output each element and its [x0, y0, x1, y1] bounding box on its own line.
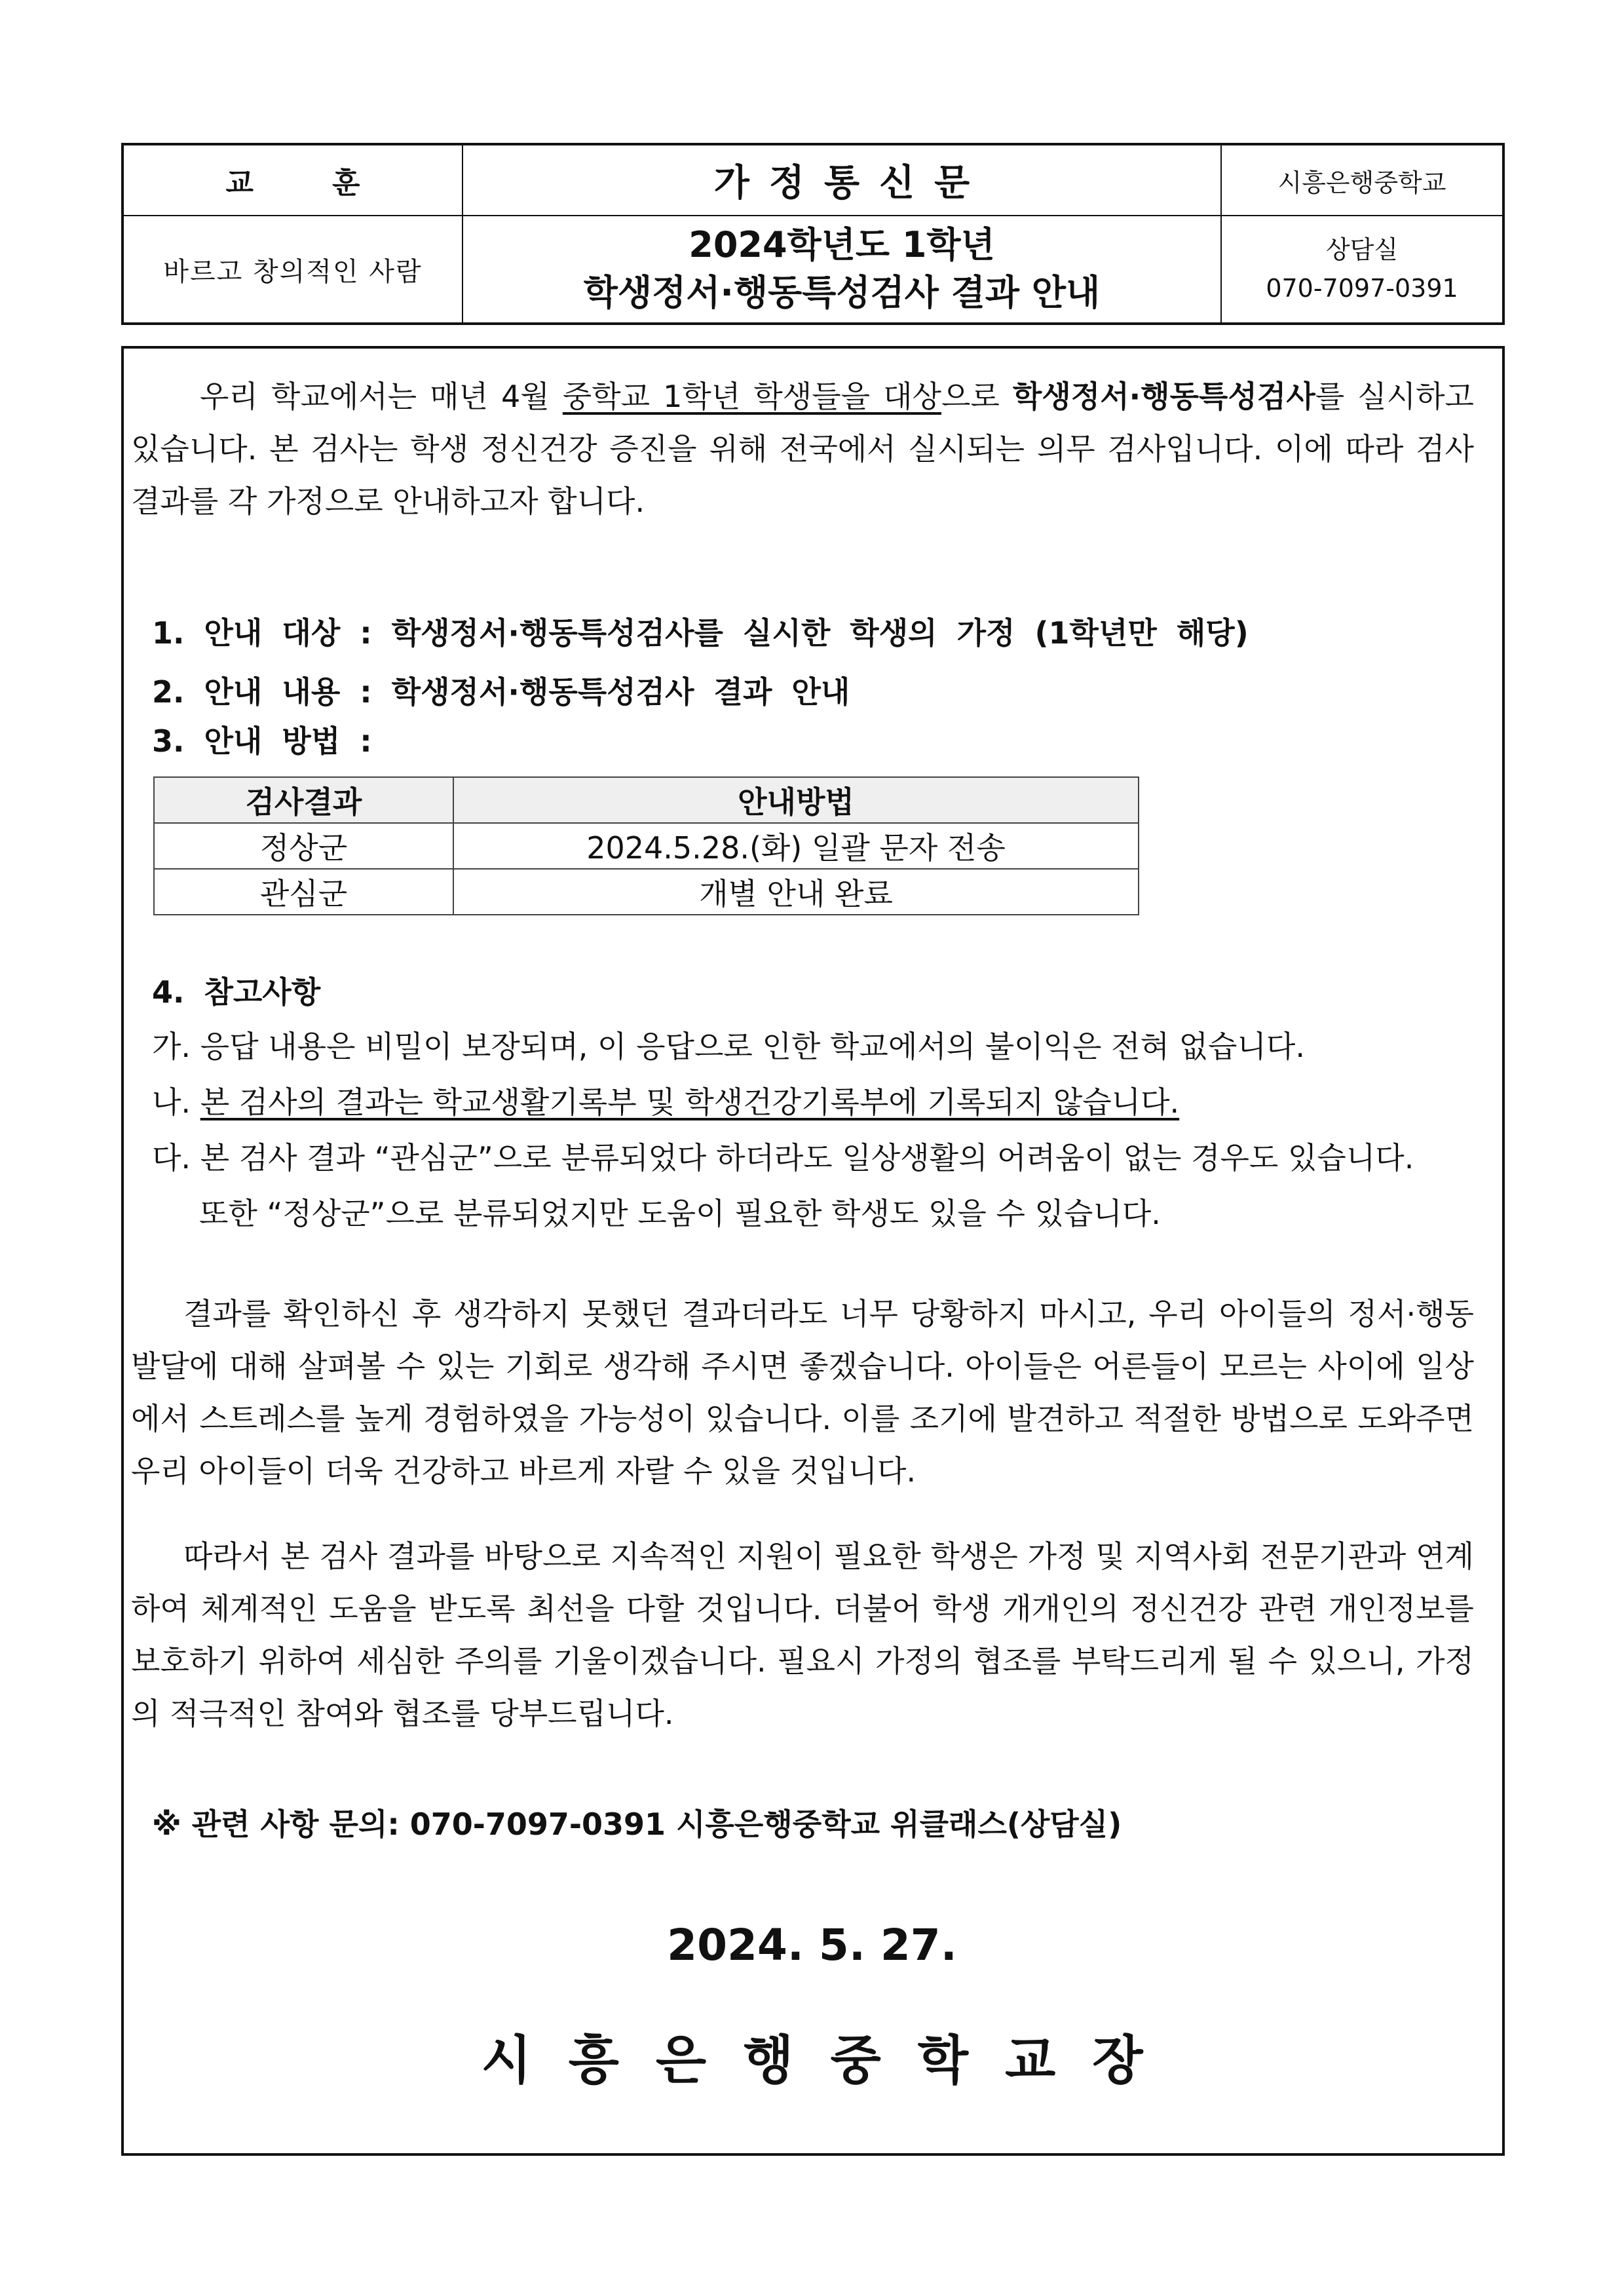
note-b-underlined: 본 검사의 결과는 학교생활기록부 및 학생건강기록부에 기록되지 않습니다.	[200, 1084, 1180, 1120]
support-text: 따라서 본 검사 결과를 바탕으로 지속적인 지원이 필요한 학생은 가정 및 지역사회 전문기관과 연계하여 체계적인 도움을 받도록 최선을 다할 것입니다. 더불어 학생 개개인의 정신건강 관련 개인정보를 보호하기 위하여 세심한 주의를 기울이겠습니다. 필요시 가정의 협조를 부탁드리게 될 수 있으니, 가정의 적극적인 참여와 협조를 당부드립니다.	[131, 1539, 1474, 1731]
table-header-result: 검사결과	[154, 777, 453, 823]
school-name: 시흥은행중학교	[1222, 145, 1502, 216]
result-text: 결과를 확인하신 후 생각하지 못했던 결과더라도 너무 당황하지 마시고, 우리 아이들의 정서·행동 발달에 대해 살펴볼 수 있는 기회로 생각해 주시면 좋겠습니다. 아이들은 어른들이 모르는 사이에 일상에서 스트레스를 높게 경험하였을 가능성이 있습니다. 이를 조기에 발견하고 적절한 방법으로 도와주면 우리 아이들이 더욱 건강하고 바르게 자랄 수 있을 것입니다.	[131, 1296, 1474, 1489]
header-table	[121, 143, 1505, 325]
issue-date: 2024. 5. 27.	[667, 1920, 957, 1970]
school-motto: 바르고 창의적인 사람	[124, 216, 463, 322]
office-phone: 070-7097-0391	[1266, 274, 1458, 303]
table-header-method: 안내방법	[453, 777, 1139, 823]
intro-text-underlined: 중학교 1학년 학생들을 대상	[562, 379, 941, 414]
table-cell: 정상군	[154, 823, 453, 869]
item-method: 3. 안내 방법 :	[152, 723, 372, 759]
contact-office	[1222, 216, 1502, 322]
notes-heading: 4. 참고사항	[152, 974, 321, 1010]
subtitle-line-1: 2024학년도 1학년	[689, 224, 995, 266]
document-subtitle	[463, 216, 1222, 322]
table-cell: 관심군	[154, 869, 453, 915]
contact-info: ※ 관련 사항 문의: 070-7097-0391 시흥은행중학교 위클래스(상담실)	[152, 1807, 1122, 1842]
item-content: 2. 안내 내용 : 학생정서·행동특성검사 결과 안내	[152, 674, 850, 710]
note-c-continued: 또한 “정상군”으로 분류되었지만 도움이 필요한 학생도 있을 수 있습니다.	[199, 1196, 1161, 1231]
intro-text-bold: 학생정서·행동특성검사	[1012, 379, 1315, 414]
document-title: 가정통신문	[463, 145, 1222, 216]
note-b	[152, 1075, 1495, 1130]
table-row	[154, 869, 1139, 915]
table-cell: 2024.5.28.(화) 일괄 문자 전송	[453, 823, 1139, 869]
note-b-prefix: 나.	[152, 1084, 200, 1120]
intro-text-post: 를 실시하고 있습니다. 본 검사는 학생 정신건강 증진을 위해 전국에서 실시되는 의무 검사입니다. 이에 따라 검사 결과를 각 가정으로 안내하고자 합니다.	[131, 379, 1474, 519]
note-c: 다. 본 검사 결과 “관심군”으로 분류되었다 하더라도 일상생활의 어려움이 없는 경우도 있습니다.	[152, 1140, 1414, 1176]
subtitle-line-2: 학생정서·행동특성검사 결과 안내	[583, 272, 1101, 313]
intro-paragraph	[131, 370, 1474, 527]
intro-text-mid: 으로	[941, 379, 1013, 414]
note-a: 가. 응답 내용은 비밀이 보장되며, 이 응답으로 인한 학교에서의 불이익은 전혀 없습니다.	[152, 1029, 1305, 1064]
item-target: 1. 안내 대상 : 학생정서·행동특성검사를 실시한 학생의 가정 (1학년만 해당)	[152, 615, 1249, 651]
table-header-row	[154, 777, 1139, 823]
method-table	[153, 776, 1139, 915]
principal-signature: 시흥은행중학교장	[481, 2030, 1180, 2091]
table-row	[154, 823, 1139, 869]
table-cell: 개별 안내 완료	[453, 869, 1139, 915]
support-paragraph	[131, 1530, 1474, 1740]
office-name: 상담실	[1325, 235, 1399, 265]
motto-label: 교훈	[124, 145, 463, 216]
result-paragraph	[131, 1288, 1474, 1497]
notes-list	[152, 1019, 1495, 1242]
intro-text-pre: 우리 학교에서는 매년 4월	[200, 379, 563, 414]
